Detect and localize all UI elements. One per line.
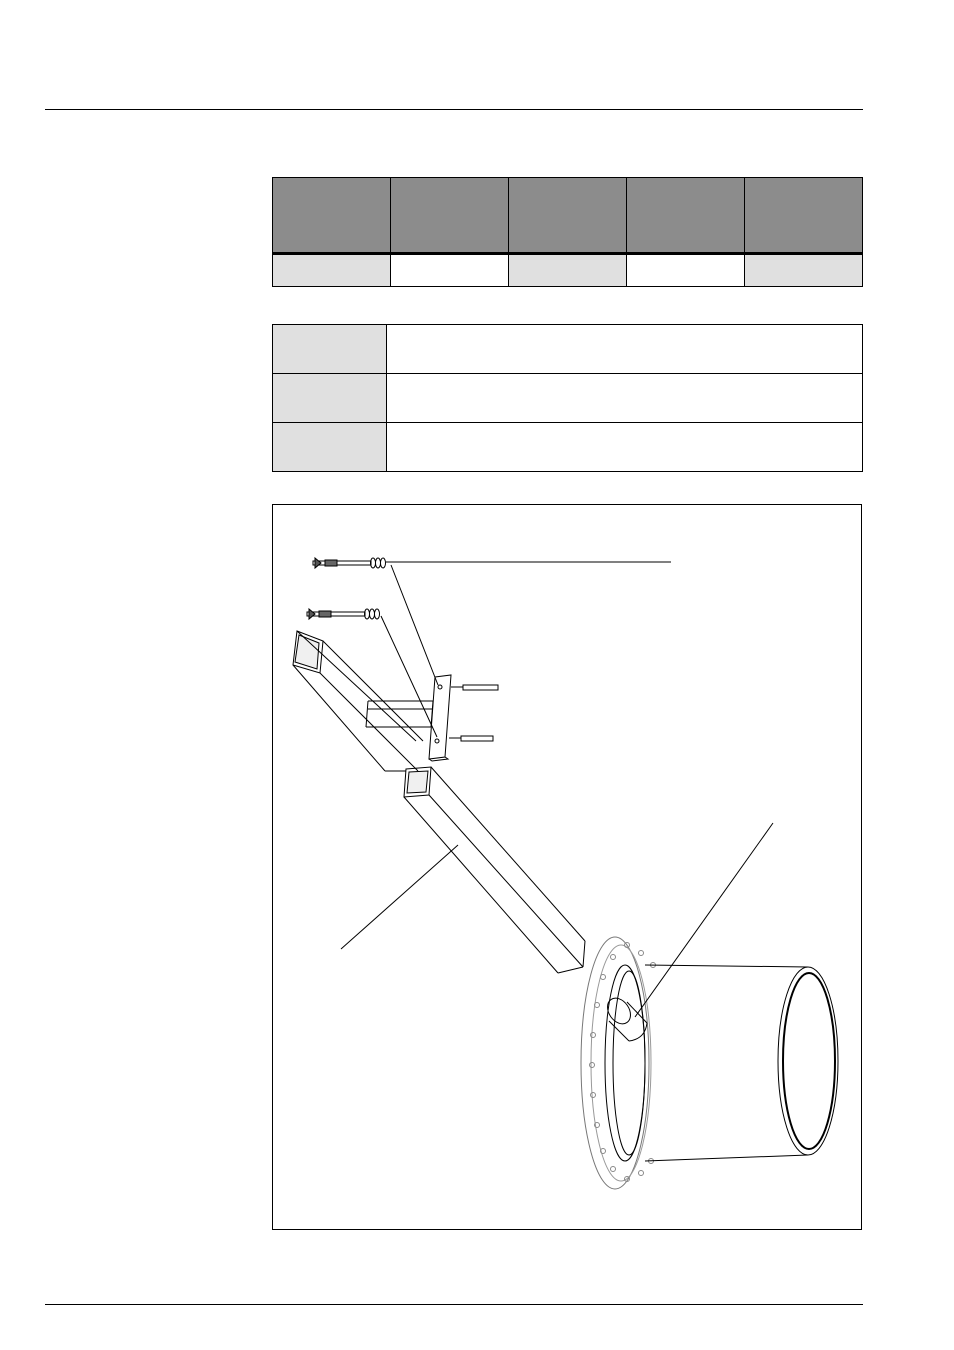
leader-line [391, 565, 438, 685]
spec-header-cell [509, 178, 627, 254]
spec-header-cell [391, 178, 509, 254]
info-label [273, 423, 387, 472]
leader-line [341, 845, 458, 949]
info-value [387, 374, 863, 423]
footer-rule [45, 1304, 863, 1305]
spec-header-cell [745, 178, 863, 254]
spec-table-row [273, 254, 863, 287]
spec-cell [627, 254, 745, 287]
info-table [272, 324, 863, 472]
leader-line [381, 616, 437, 737]
anchor-bolt-lower [307, 609, 380, 619]
info-label [273, 325, 387, 374]
spec-cell [391, 254, 509, 287]
spec-table-header-row [273, 178, 863, 254]
mounting-figure [272, 504, 862, 1230]
header-rule [45, 109, 863, 110]
info-label [273, 374, 387, 423]
spec-header-cell [273, 178, 391, 254]
mounting-drawing [273, 505, 863, 1231]
lower-support-tube [404, 767, 585, 973]
spec-cell [273, 254, 391, 287]
spec-cell [745, 254, 863, 287]
bracket-arm [366, 701, 433, 727]
info-row [273, 374, 863, 423]
spec-cell [509, 254, 627, 287]
leader-line [635, 823, 773, 1017]
pipe-body [645, 965, 838, 1161]
info-row [273, 325, 863, 374]
info-value [387, 325, 863, 374]
spec-header-cell [627, 178, 745, 254]
spec-table [272, 177, 863, 287]
anchor-bolt-upper [313, 558, 386, 568]
info-row [273, 423, 863, 472]
info-value [387, 423, 863, 472]
wall-bracket-plate [429, 675, 498, 761]
